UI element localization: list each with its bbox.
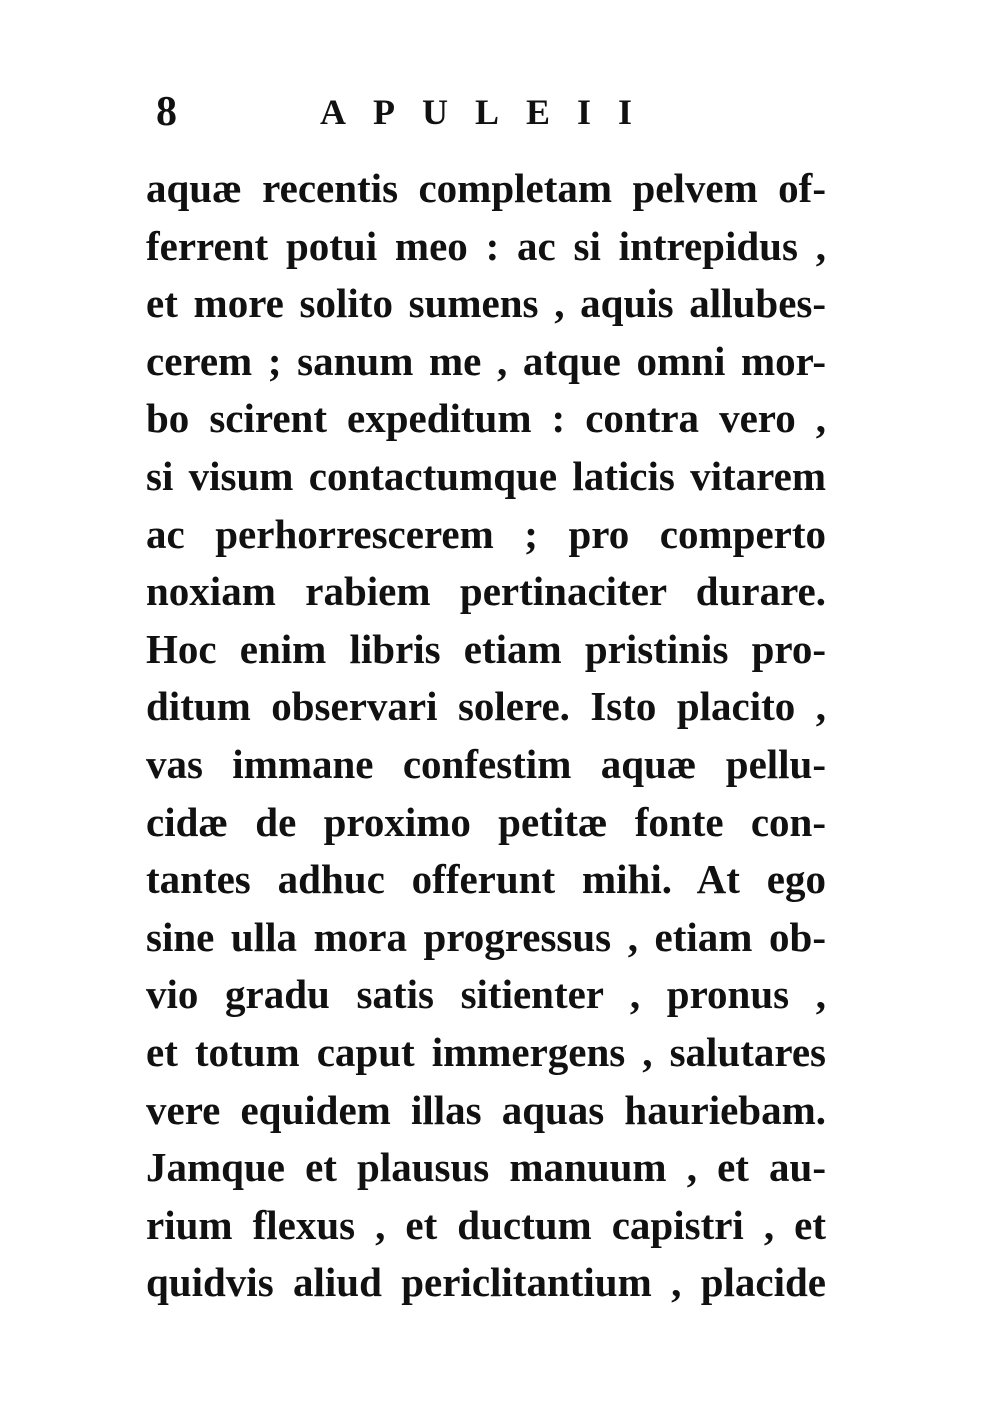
text-line: vas immane confestim aquæ pellu- — [146, 740, 826, 787]
text-line: si visum contactumque laticis vitarem — [146, 452, 826, 499]
body-text — [146, 160, 826, 1312]
text-line: Hoc enim libris etiam pristinis pro- — [146, 625, 826, 672]
text-line: cerem ; sanum me , atque omni mor- — [146, 337, 826, 384]
text-line: quidvis aliud periclitantium , placide — [146, 1259, 826, 1306]
text-line: cidæ de proximo petitæ fonte con- — [146, 798, 826, 845]
text-line: sine ulla mora progressus , etiam ob- — [146, 913, 826, 960]
text-line: vere equidem illas aquas hauriebam. — [146, 1086, 826, 1133]
text-line: tantes adhuc offerunt mihi. At ego — [146, 856, 826, 903]
text-line: ac perhorrescerem ; pro comperto — [146, 510, 826, 557]
text-line: Jamque et plausus manuum , et au- — [146, 1144, 826, 1191]
text-line: et more solito sumens , aquis allubes- — [146, 280, 826, 327]
running-title: APULEII — [320, 92, 660, 132]
page-header — [150, 84, 850, 140]
text-line: rium flexus , et ductum capistri , et — [146, 1201, 826, 1248]
text-line: ferrent potui meo : ac si intrepidus , — [146, 222, 826, 269]
page-number: 8 — [156, 89, 177, 135]
text-line: bo scirent expeditum : contra vero , — [146, 395, 826, 442]
text-line: aquæ recentis completam pelvem of- — [146, 165, 826, 211]
text-line: et totum caput immergens , salutares — [146, 1028, 826, 1075]
text-line: vio gradu satis sitienter , pronus , — [146, 971, 826, 1018]
text-line: noxiam rabiem pertinaciter durare. — [146, 568, 826, 615]
text-line: ditum observari solere. Isto placito , — [146, 683, 826, 730]
